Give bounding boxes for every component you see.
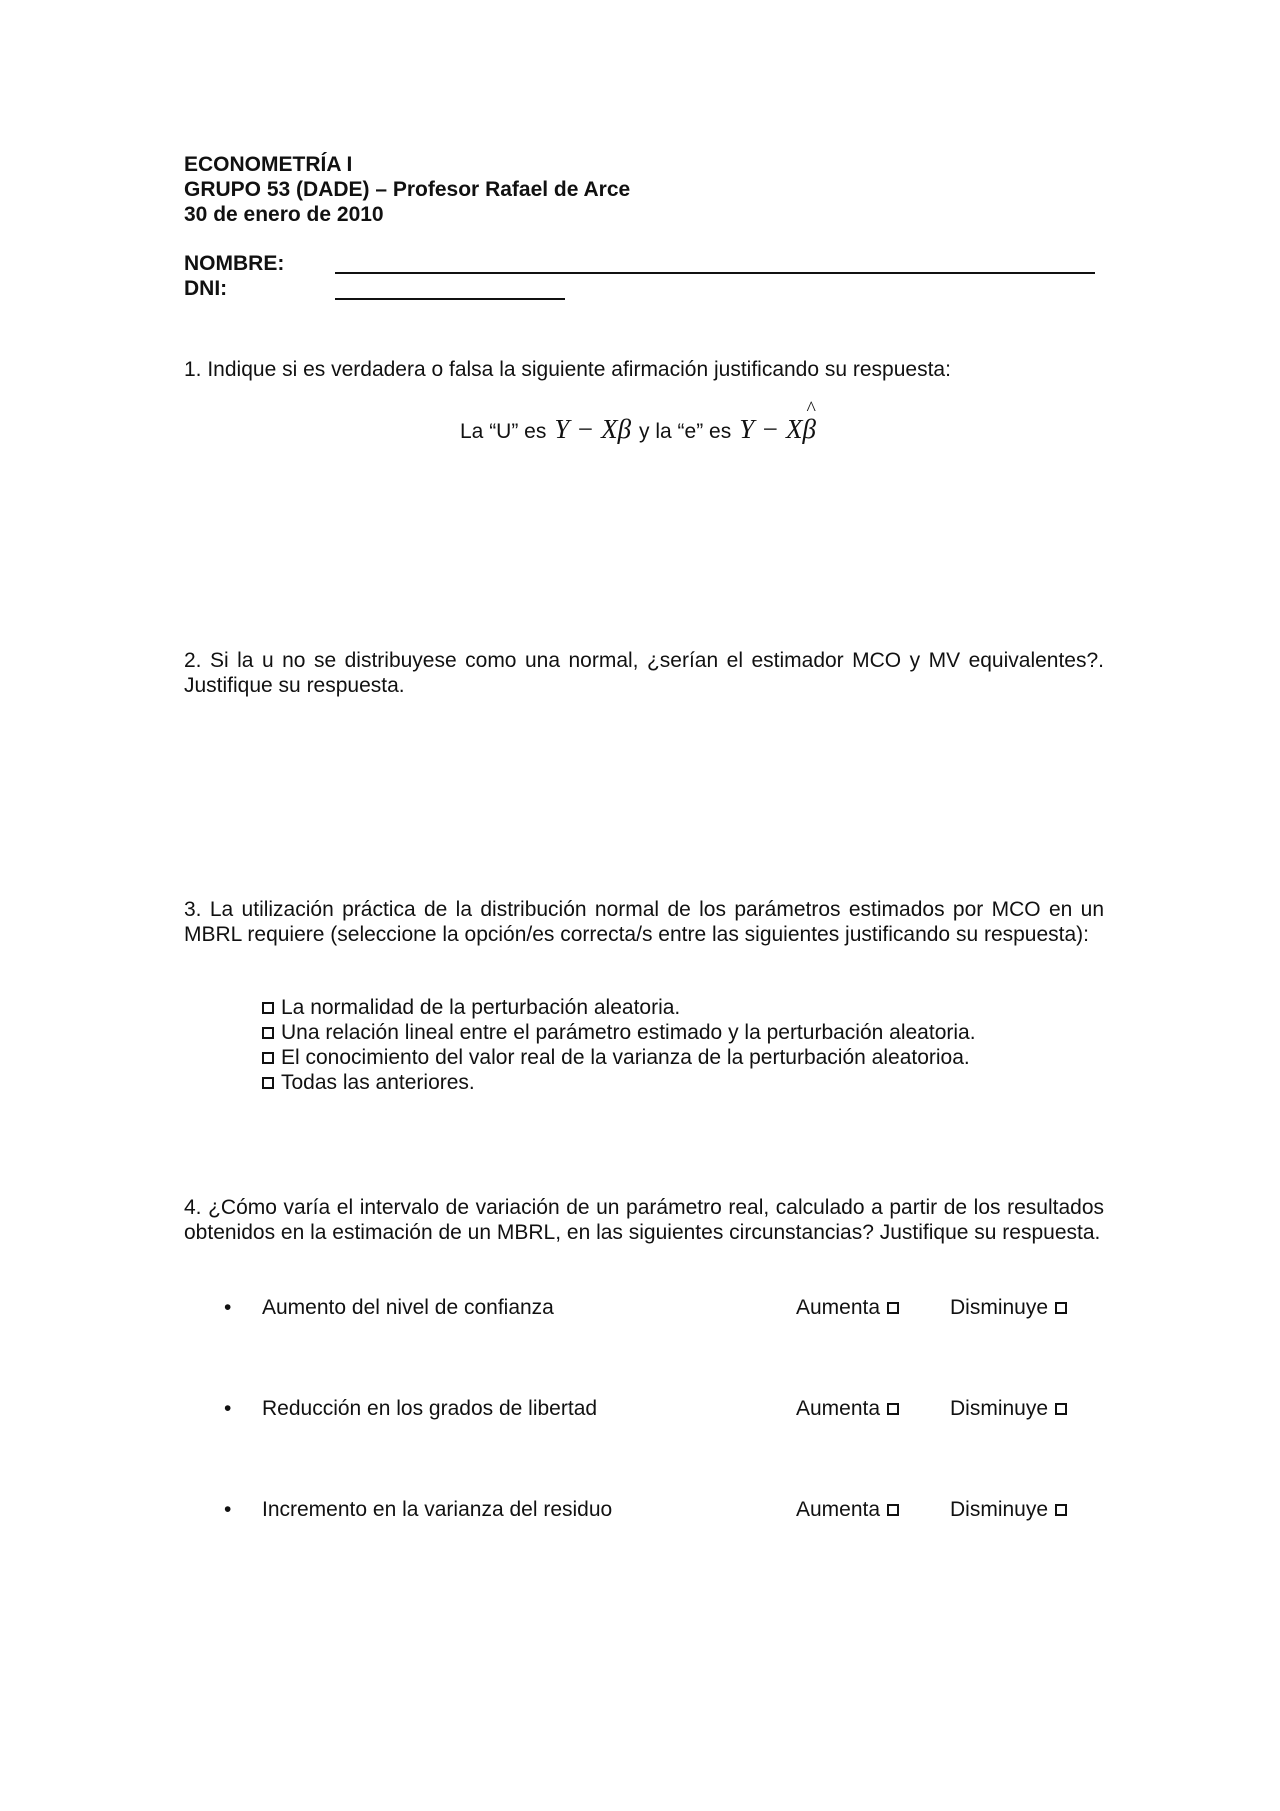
option-label: Una relación lineal entre el parámetro estimado y la perturbación aleatoria.: [281, 1021, 976, 1044]
checkbox[interactable]: [262, 1002, 274, 1014]
question-1-answer-area[interactable]: [184, 450, 1104, 630]
formula-e-beta-hat: ^ β: [802, 414, 815, 445]
increase-checkbox[interactable]: [887, 1403, 899, 1415]
formula-middle: y la “e” es: [639, 420, 732, 443]
checkbox[interactable]: [262, 1077, 274, 1089]
decrease-option[interactable]: [950, 1296, 1067, 1320]
increase-option[interactable]: [796, 1296, 899, 1320]
q4-item-label: Incremento en la varianza del residuo: [262, 1498, 613, 1521]
checkbox[interactable]: [262, 1027, 274, 1039]
decrease-label: Disminuye: [950, 1296, 1049, 1319]
increase-label: Aumenta: [796, 1498, 881, 1521]
decrease-option[interactable]: [950, 1397, 1067, 1421]
decrease-option[interactable]: [950, 1498, 1067, 1522]
option-4[interactable]: [262, 1070, 976, 1095]
dni-label: DNI:: [184, 277, 228, 300]
q4-item-label: Aumento del nivel de confianza: [262, 1296, 554, 1319]
course-title: ECONOMETRÍA I: [184, 153, 353, 176]
increase-option[interactable]: [796, 1397, 899, 1421]
increase-label: Aumenta: [796, 1296, 881, 1319]
increase-checkbox[interactable]: [887, 1302, 899, 1314]
name-label: NOMBRE:: [184, 252, 285, 275]
question-3-options: [262, 995, 976, 1095]
group-professor: GRUPO 53 (DADE) – Profesor Rafael de Arce: [184, 178, 631, 201]
bullet: •: [224, 1397, 232, 1420]
decrease-checkbox[interactable]: [1055, 1403, 1067, 1415]
formula-e: [739, 414, 816, 445]
option-1[interactable]: [262, 995, 976, 1020]
decrease-label: Disminuye: [950, 1397, 1049, 1420]
question-1-formula: [460, 414, 816, 445]
increase-checkbox[interactable]: [887, 1504, 899, 1516]
formula-e-left: Y − X: [739, 414, 803, 444]
formula-prefix: La “U” es: [460, 420, 547, 443]
q4-item-row: [0, 1397, 1280, 1425]
decrease-checkbox[interactable]: [1055, 1302, 1067, 1314]
exam-date: 30 de enero de 2010: [184, 203, 384, 226]
decrease-label: Disminuye: [950, 1498, 1049, 1521]
name-field[interactable]: [335, 272, 1095, 274]
option-label: Todas las anteriores.: [281, 1071, 475, 1094]
formula-u: Y − Xβ: [554, 414, 632, 444]
q4-item-row: [0, 1498, 1280, 1526]
option-label: La normalidad de la perturbación aleatoria.: [281, 996, 681, 1019]
checkbox[interactable]: [262, 1052, 274, 1064]
increase-option[interactable]: [796, 1498, 899, 1522]
q4-item-label: Reducción en los grados de libertad: [262, 1397, 598, 1420]
decrease-checkbox[interactable]: [1055, 1504, 1067, 1516]
q4-item-row: [0, 1296, 1280, 1324]
question-2-text: 2. Si la u no se distribuyese como una normal, ¿serían el estimador MCO y MV equivalentes?. Justifique su respuesta.: [184, 649, 1104, 697]
option-3[interactable]: [262, 1045, 976, 1070]
question-4-text: 4. ¿Cómo varía el intervalo de variación de un parámetro real, calculado a partir de los resultados obtenidos en la estimación de un MBRL, en las siguientes circunstancias? Justifique su respuesta.: [184, 1196, 1104, 1244]
bullet: •: [224, 1498, 232, 1521]
bullet: •: [224, 1296, 232, 1319]
question-3-text: 3. La utilización práctica de la distribución normal de los parámetros estimados por MCO en un MBRL requiere (seleccione la opción/es correcta/s entre las siguientes justificando su respuesta):: [184, 898, 1104, 946]
option-2[interactable]: [262, 1020, 976, 1045]
question-2-answer-area[interactable]: [184, 705, 1104, 885]
increase-label: Aumenta: [796, 1397, 881, 1420]
dni-field[interactable]: [335, 298, 565, 300]
question-1-text: 1. Indique si es verdadera o falsa la siguiente afirmación justificando su respuesta:: [184, 358, 951, 381]
option-label: El conocimiento del valor real de la varianza de la perturbación aleatorioa.: [281, 1046, 970, 1069]
